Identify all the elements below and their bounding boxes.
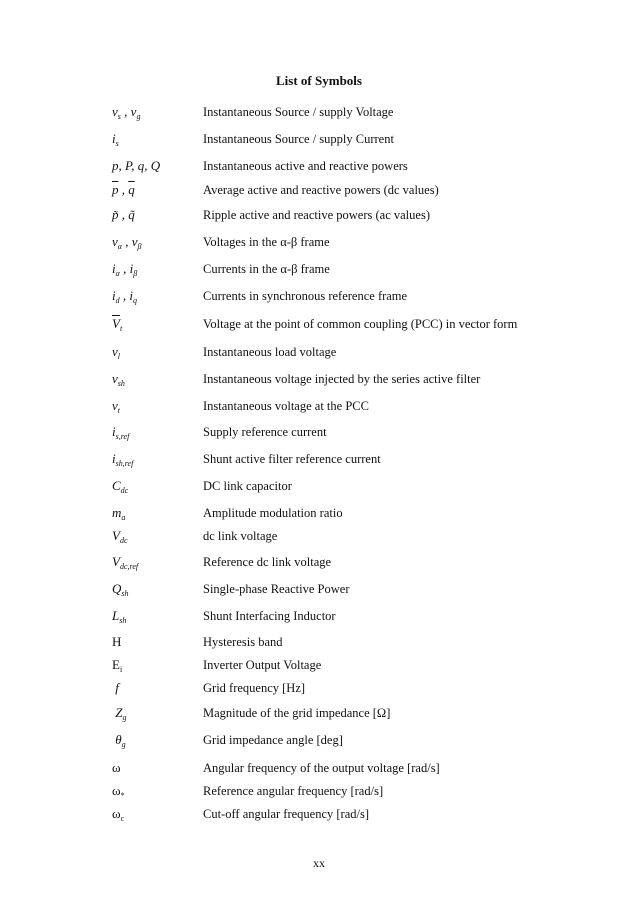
symbol-description: Instantaneous active and reactive powers [203, 159, 408, 173]
symbol: $m_a$ [112, 505, 126, 522]
symbol-row [0, 288, 638, 310]
symbol: ω [112, 760, 121, 775]
symbol-row [0, 657, 638, 679]
symbol: $L_{sh}$ [112, 608, 127, 625]
symbol: $\theta_g$ [112, 732, 126, 749]
symbol-description: Instantaneous voltage at the PCC [203, 399, 369, 413]
symbol: $V_{dc,ref}$ [112, 554, 139, 571]
symbol-description: Instantaneous Source / supply Current [203, 132, 394, 146]
symbol-description: Ripple active and reactive powers (ac values) [203, 208, 430, 222]
symbol: $E_i$ [112, 657, 123, 674]
symbol-description: Single-phase Reactive Power [203, 582, 350, 596]
symbol-description: Grid impedance angle [deg] [203, 733, 343, 747]
symbol-row [0, 316, 638, 338]
symbol-description: DC link capacitor [203, 479, 292, 493]
symbol: $v_t$ [112, 398, 121, 415]
symbol-row [0, 478, 638, 500]
symbol: $\overline{p}$ , $\overline{q}$ [112, 182, 135, 197]
symbol-description: Cut-off angular frequency [rad/s] [203, 807, 370, 821]
symbol-row [0, 732, 638, 754]
symbol-row [0, 398, 638, 420]
symbol: $i_{sh,ref}$ [112, 451, 134, 468]
symbol-row [0, 554, 638, 576]
symbol: $i_d$ , $i_q$ [112, 288, 137, 305]
symbol: $\omega_c$ [112, 806, 125, 823]
symbol-row [0, 261, 638, 283]
symbol: $Z_g$ [112, 705, 127, 722]
symbol-description: Inverter Output Voltage [203, 658, 322, 672]
symbol: $v_\alpha$ , $v_\beta$ [112, 234, 142, 251]
symbol: $V_{dc}$ [112, 528, 128, 545]
symbol-row [0, 451, 638, 473]
symbol: $\omega_*$ [112, 783, 125, 800]
symbol-description: Currents in synchronous reference frame [203, 289, 408, 303]
symbol: $i_{s,ref}$ [112, 424, 130, 441]
symbol: $\overline{V}_t$ [112, 316, 123, 333]
page-number: xx [313, 856, 325, 870]
symbol-description: Reference dc link voltage [203, 555, 332, 569]
title: List of Symbols [276, 73, 362, 88]
symbol-row [0, 528, 638, 550]
symbol-description: Shunt active filter reference current [203, 452, 381, 466]
symbol-row [0, 634, 638, 656]
symbol-row [0, 424, 638, 446]
symbol-description: Grid frequency [Hz] [203, 681, 306, 695]
symbol-row [0, 131, 638, 153]
symbol-description: Instantaneous load voltage [203, 345, 337, 359]
symbol-row [0, 371, 638, 393]
symbol-description: Instantaneous voltage injected by the series active filter [203, 372, 481, 386]
symbol: p, P, q, Q [112, 158, 161, 173]
symbol: $i_\alpha$ , $i_\beta$ [112, 261, 138, 278]
symbol-row [0, 505, 638, 527]
symbol-row [0, 344, 638, 366]
symbol-description: Currents in the α-β frame [203, 262, 330, 276]
symbol-description: Hysteresis band [203, 635, 283, 649]
symbol: p̃ , q̃ [112, 207, 135, 222]
symbol: f [112, 680, 119, 695]
symbol: $v_l$ [112, 344, 121, 361]
symbol-row [0, 705, 638, 727]
symbol-row [0, 182, 638, 204]
symbol: H [112, 634, 122, 649]
symbol-row [0, 234, 638, 256]
symbol-description: Angular frequency of the output voltage [rad/s] [203, 761, 440, 775]
symbol: $C_{dc}$ [112, 478, 129, 495]
symbol-row [0, 680, 638, 702]
symbol-row [0, 783, 638, 805]
symbol: $Q_{sh}$ [112, 581, 129, 598]
symbol-row [0, 207, 638, 229]
symbol-description: Average active and reactive powers (dc values) [203, 183, 439, 197]
symbol: $i_s$ [112, 131, 119, 148]
symbol-row [0, 158, 638, 180]
symbol-description: Voltage at the point of common coupling (PCC) in vector form [203, 317, 518, 331]
symbol: $v_s$ , $v_g$ [112, 104, 141, 121]
symbol-description: Voltages in the α-β frame [203, 235, 330, 249]
symbol-description: Amplitude modulation ratio [203, 506, 343, 520]
symbol-row [0, 581, 638, 603]
symbol-row [0, 760, 638, 782]
symbol-description: Magnitude of the grid impedance [Ω] [203, 706, 391, 720]
symbol-row [0, 104, 638, 126]
symbol-description: Instantaneous Source / supply Voltage [203, 105, 394, 119]
symbol-description: dc link voltage [203, 529, 278, 543]
symbol-row [0, 806, 638, 828]
symbol-description: Supply reference current [203, 425, 327, 439]
symbol: $v_{sh}$ [112, 371, 125, 388]
symbol-description: Reference angular frequency [rad/s] [203, 784, 384, 798]
symbol-description: Shunt Interfacing Inductor [203, 609, 336, 623]
symbol-row [0, 608, 638, 630]
